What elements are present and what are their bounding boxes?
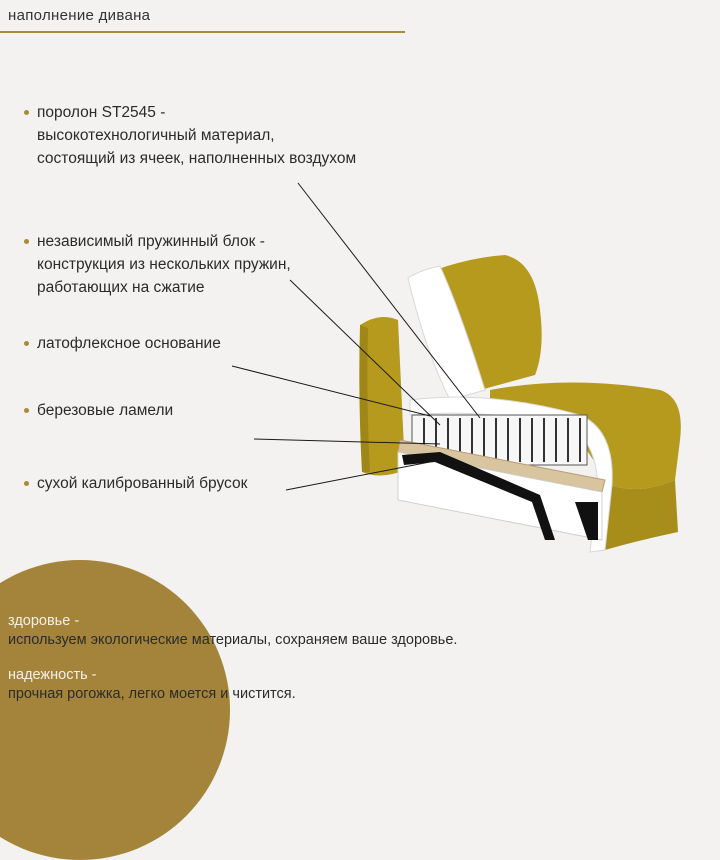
bullet-dot-icon (24, 239, 29, 244)
feature-dry-bar (24, 472, 247, 495)
footer-reliability-text: прочная рогожка, легко моется и чистится. (8, 686, 296, 702)
feature-spring-block (24, 230, 291, 299)
feature-foam (24, 101, 356, 170)
bullet-dot-icon (24, 341, 29, 346)
feature-foam-line-1: поролон ST2545 - (37, 104, 166, 121)
footer-reliability (8, 666, 296, 704)
bullet-dot-icon (24, 408, 29, 413)
feature-foam-line-2: высокотехнологичный материал, (37, 127, 275, 144)
feature-spring-line-3: работающих на сжатие (37, 279, 205, 296)
footer-health (8, 612, 457, 650)
header-divider (0, 31, 405, 33)
decorative-blob (0, 560, 230, 860)
bullet-dot-icon (24, 481, 29, 486)
page-title: наполнение дивана (8, 7, 151, 24)
footer-health-text: используем экологические материалы, сохраняем ваше здоровье. (8, 632, 458, 648)
feature-latoflex-base (24, 332, 221, 355)
feature-latoflex-line: латофлексное основание (37, 335, 221, 352)
feature-foam-line-3: состоящий из ячеек, наполненных воздухом (37, 150, 357, 167)
feature-birch-line: березовые ламели (37, 402, 174, 419)
feature-spring-line-2: конструкция из нескольких пружин, (37, 256, 291, 273)
bullet-dot-icon (24, 110, 29, 115)
footer-reliability-title: надежность - (8, 667, 97, 683)
feature-dry-bar-line: сухой калиброванный брусок (37, 475, 248, 492)
footer-health-title: здоровье - (8, 613, 80, 629)
feature-birch-slats (24, 399, 173, 422)
feature-spring-line-1: независимый пружинный блок - (37, 233, 265, 250)
sofa-cross-section (340, 240, 690, 560)
